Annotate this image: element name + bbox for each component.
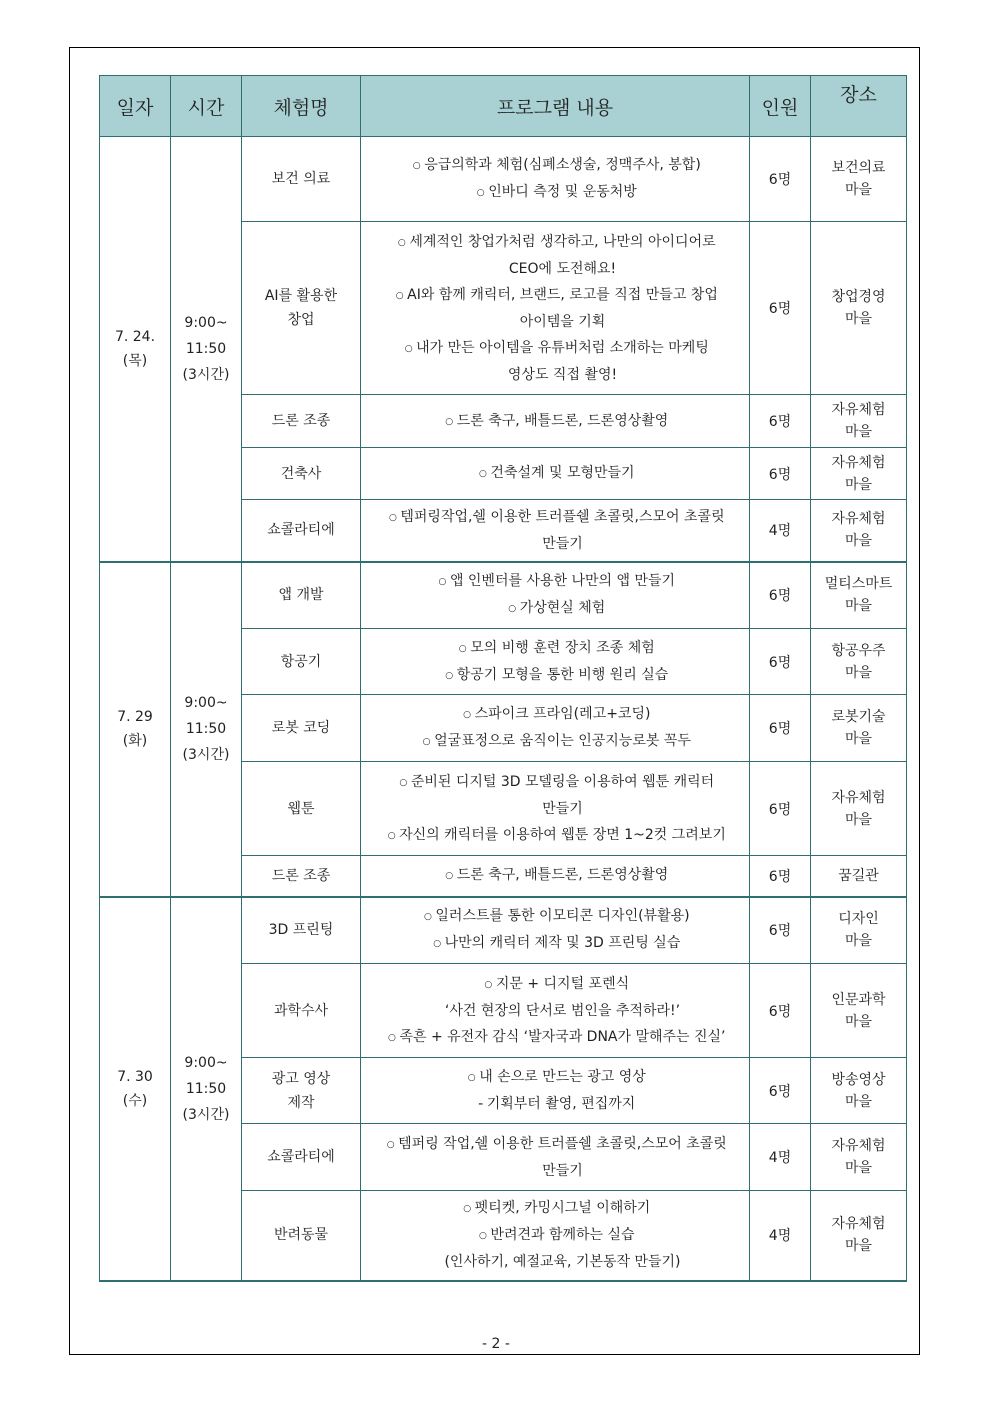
headcount-cell: 6명	[750, 964, 811, 1058]
headcount-cell: 4명	[750, 1191, 811, 1281]
circle-bullet-icon: ○	[422, 737, 431, 747]
program-name: 앱 개발	[278, 587, 324, 604]
content-line	[361, 903, 749, 930]
place-name: 멀티스마트	[824, 576, 893, 593]
place-name: 방송영상	[831, 1071, 886, 1088]
headcount-cell: 6명	[750, 629, 811, 695]
program-name: 항공기	[280, 653, 322, 670]
circle-bullet-icon: ○	[386, 1139, 395, 1150]
content-line	[361, 1222, 749, 1249]
content-text: 일러스트를 통한 이모티콘 디자인(뷰활용)	[435, 908, 690, 925]
place-name-cont: 마을	[844, 731, 873, 747]
content-line	[361, 796, 749, 822]
program-name: 3D 프린팅	[268, 922, 334, 939]
circle-bullet-icon: ○	[438, 577, 447, 588]
place-name-cont: 마을	[844, 476, 873, 493]
program-name: 쇼콜라티에	[267, 1149, 335, 1165]
place-name: 항공우주	[831, 642, 886, 659]
content-line	[361, 256, 749, 282]
place-cell	[811, 762, 907, 856]
weekday-line: (수)	[122, 1092, 148, 1109]
time-cell	[171, 137, 242, 562]
schedule-table	[99, 75, 907, 1282]
place-name: 인문과학	[831, 991, 886, 1008]
table-row	[100, 897, 907, 964]
program-name-cell	[242, 137, 361, 222]
circle-bullet-icon: ○	[388, 1032, 396, 1043]
content-text: 인바디 측정 및 운동처방	[488, 184, 637, 200]
weekday-line: (화)	[122, 733, 148, 749]
time-cell	[171, 897, 242, 1281]
program-name-cell	[242, 629, 361, 695]
place-cell	[811, 629, 907, 695]
content-text: (인사하기, 예절교육, 기본동작 만들기)	[444, 1254, 681, 1271]
content-line	[361, 1131, 749, 1158]
time-end: 11:50	[185, 721, 227, 737]
content-text: 족흔 + 유전자 감식 ‘발자국과 DNA가 말해주는 진실’	[399, 1028, 726, 1045]
header-place: 장소	[811, 76, 907, 137]
place-name: 자유체험	[831, 454, 886, 471]
program-content-cell	[361, 1191, 750, 1281]
content-text: 드론 축구, 배틀드론, 드론영상촬영	[456, 867, 669, 884]
content-line	[361, 460, 749, 487]
program-name-cont: 창업	[287, 312, 315, 328]
duration: (3시간)	[182, 747, 230, 763]
header-date: 일자	[100, 76, 171, 137]
program-name: 과학수사	[273, 1002, 329, 1019]
program-name-cell	[242, 1191, 361, 1281]
circle-bullet-icon: ○	[478, 1231, 487, 1242]
circle-bullet-icon: ○	[467, 1073, 476, 1083]
content-text: 가상현실 체험	[519, 600, 606, 617]
content-line	[361, 822, 749, 849]
content-text: 항공기 모형을 통한 비행 원리 실습	[456, 666, 669, 683]
place-name-cont: 마을	[844, 424, 873, 440]
program-name: AI를 활용한	[264, 288, 338, 304]
content-text: 드론 축구, 배틀드론, 드론영상촬영	[456, 412, 669, 429]
place-name: 자유체험	[831, 1138, 886, 1154]
table-row	[100, 562, 907, 629]
content-text: 스파이크 프라임(레고+코딩)	[474, 706, 651, 722]
place-name: 자유체험	[831, 402, 886, 418]
content-text: 자신의 캐릭터를 이용하여 웹툰 장면 1~2컷 그려보기	[399, 826, 726, 843]
content-line	[361, 504, 749, 531]
circle-bullet-icon: ○	[433, 939, 442, 950]
program-content-cell	[361, 395, 750, 448]
content-text: 내 손으로 만드는 광고 영상	[479, 1069, 646, 1085]
headcount-cell: 6명	[750, 1058, 811, 1124]
content-line	[361, 1091, 749, 1117]
content-text: 만들기	[542, 1162, 583, 1179]
place-name-cont: 마을	[844, 811, 873, 828]
content-line	[361, 229, 749, 256]
content-text: 모의 비행 훈련 장치 조종 체험	[470, 639, 655, 656]
place-name-cont: 마을	[844, 311, 873, 327]
place-cell	[811, 695, 907, 762]
program-content-cell	[361, 500, 750, 562]
headcount-cell: 6명	[750, 897, 811, 964]
content-line	[361, 309, 749, 335]
program-name-cell	[242, 222, 361, 395]
content-line	[361, 362, 749, 388]
place-name: 로봇기술	[831, 709, 886, 725]
headcount-cell: 4명	[750, 1124, 811, 1191]
content-line	[361, 635, 749, 662]
program-content-cell	[361, 629, 750, 695]
circle-bullet-icon: ○	[476, 188, 485, 198]
program-name: 광고 영상	[271, 1070, 331, 1087]
content-text: 만들기	[542, 535, 583, 552]
circle-bullet-icon: ○	[463, 710, 471, 720]
header-row	[100, 76, 907, 137]
date-line: 7. 24.	[114, 328, 156, 345]
program-content-cell	[361, 1124, 750, 1191]
content-text: AI와 함께 캐릭터, 브랜드, 로고를 직접 만들고 창업	[407, 286, 718, 303]
headcount-cell: 6명	[750, 562, 811, 629]
program-name: 드론 조종	[271, 867, 331, 884]
content-line	[361, 1064, 749, 1091]
content-text: 기획부터 촬영, 편집까지	[486, 1096, 636, 1112]
place-cell	[811, 562, 907, 629]
date-cell	[100, 897, 171, 1281]
program-content-cell	[361, 222, 750, 395]
headcount-cell: 6명	[750, 762, 811, 856]
content-text: 얼굴표정으로 움직이는 인공지능로봇 꼭두	[434, 733, 691, 749]
program-content-cell	[361, 1058, 750, 1124]
circle-bullet-icon: ○	[463, 1204, 472, 1215]
content-text: CEO에 도전해요!	[508, 260, 617, 277]
place-name-cont: 마을	[844, 533, 873, 550]
table-row	[100, 137, 907, 222]
program-name-cell	[242, 500, 361, 562]
program-name: 반려동물	[273, 1227, 329, 1244]
program-content-cell	[361, 762, 750, 856]
circle-bullet-icon: ○	[484, 979, 493, 990]
program-name-cell	[242, 897, 361, 964]
header-program-content: 프로그램 내용	[361, 76, 750, 137]
content-text: 지문 + 디지털 포렌식	[495, 975, 630, 992]
program-content-cell	[361, 964, 750, 1058]
headcount-cell: 6명	[750, 448, 811, 500]
program-name: 건축사	[280, 465, 322, 482]
program-name-cell	[242, 762, 361, 856]
content-line	[361, 971, 749, 998]
page-number: - 2 -	[482, 1336, 510, 1352]
content-text: 영상도 직접 촬영!	[507, 366, 618, 383]
time-start: 9:00~	[184, 695, 228, 711]
content-text: 템퍼링 작업,쉘 이용한 트러플쉘 초콜릿,스모어 초콜릿	[398, 1135, 727, 1152]
place-name-cont: 마을	[844, 933, 873, 950]
place-name: 자유체험	[831, 789, 886, 806]
content-text: ‘사건 현장의 단서로 범인을 추적하라!’	[444, 1002, 681, 1019]
program-name-cell	[242, 856, 361, 897]
program-content-cell	[361, 448, 750, 500]
content-text: 만들기	[542, 800, 583, 817]
content-text: 앱 인벤터를 사용한 나만의 앱 만들기	[449, 573, 676, 590]
program-name-cell	[242, 695, 361, 762]
program-name: 드론 조종	[271, 413, 331, 429]
program-name: 쇼콜라티에	[267, 522, 335, 539]
time-end: 11:50	[185, 340, 227, 357]
place-cell	[811, 1191, 907, 1281]
program-content-cell	[361, 897, 750, 964]
content-line	[361, 1249, 749, 1275]
content-text: 세계적인 창업가처럼 생각하고, 나만의 아이디어로	[409, 233, 716, 250]
place-cell	[811, 1058, 907, 1124]
date-cell	[100, 562, 171, 897]
program-name: 웹툰	[287, 800, 315, 817]
content-line	[361, 408, 749, 435]
content-text: 템퍼링작업,쉘 이용한 트러플쉘 초콜릿,스모어 초콜릿	[400, 508, 725, 525]
place-name-cont: 마을	[844, 1238, 873, 1255]
content-line	[361, 1158, 749, 1184]
dash-bullet: -	[478, 1096, 484, 1112]
circle-bullet-icon: ○	[412, 161, 421, 171]
place-cell	[811, 897, 907, 964]
content-line	[361, 568, 749, 595]
headcount-cell: 6명	[750, 395, 811, 448]
content-line	[361, 179, 749, 206]
headcount-cell: 6명	[750, 222, 811, 395]
program-content-cell	[361, 562, 750, 629]
place-name-cont: 마을	[844, 664, 873, 681]
content-line	[361, 282, 749, 309]
content-line	[361, 1195, 749, 1222]
content-text: 건축설계 및 모형만들기	[490, 465, 635, 481]
headcount-cell: 6명	[750, 856, 811, 897]
program-name: 보건 의료	[271, 171, 331, 187]
time-end: 11:50	[185, 1080, 227, 1097]
place-name: 창업경영	[831, 289, 886, 305]
place-cell	[811, 964, 907, 1058]
place-name-cont: 마을	[844, 1160, 873, 1176]
time-start: 9:00~	[184, 1054, 228, 1071]
place-name-cont: 마을	[844, 1093, 873, 1110]
circle-bullet-icon: ○	[445, 670, 454, 681]
circle-bullet-icon: ○	[397, 237, 406, 248]
program-content-cell	[361, 137, 750, 222]
content-line	[361, 930, 749, 957]
place-name: 꿈길관	[838, 867, 879, 884]
place-name-cont: 마을	[844, 182, 873, 198]
circle-bullet-icon: ○	[458, 643, 467, 654]
program-name-cell	[242, 964, 361, 1058]
time-cell	[171, 562, 242, 897]
program-name-cell	[242, 1058, 361, 1124]
place-name: 디자인	[838, 911, 879, 928]
content-text: 내가 만든 아이템을 유튜버처럼 소개하는 마케팅	[416, 339, 709, 356]
content-text: 나만의 캐릭터 제작 및 3D 프린팅 실습	[444, 935, 681, 952]
place-name-cont: 마을	[844, 598, 873, 615]
content-line	[361, 335, 749, 362]
headcount-cell: 4명	[750, 500, 811, 562]
program-name-cont: 제작	[287, 1094, 315, 1111]
place-cell	[811, 137, 907, 222]
circle-bullet-icon: ○	[508, 604, 517, 615]
place-name-cont: 마을	[844, 1013, 873, 1030]
header-program-name: 체험명	[242, 76, 361, 137]
program-name: 로봇 코딩	[271, 720, 331, 736]
place-cell	[811, 500, 907, 562]
date-line: 7. 30	[117, 1068, 153, 1085]
content-line	[361, 595, 749, 622]
circle-bullet-icon: ○	[404, 343, 413, 354]
circle-bullet-icon: ○	[387, 830, 396, 841]
program-name-cell	[242, 562, 361, 629]
circle-bullet-icon: ○	[388, 512, 397, 523]
circle-bullet-icon: ○	[395, 290, 404, 301]
place-name: 자유체험	[831, 511, 886, 528]
content-line	[361, 152, 749, 179]
circle-bullet-icon: ○	[445, 416, 454, 427]
content-line	[361, 769, 749, 796]
program-content-cell	[361, 856, 750, 897]
content-line	[361, 862, 749, 889]
headcount-cell: 6명	[750, 137, 811, 222]
content-text: 준비된 디지털 3D 모델링을 이용하여 웹툰 캐릭터	[410, 773, 715, 790]
date-cell	[100, 137, 171, 562]
content-line	[361, 662, 749, 689]
content-line	[361, 998, 749, 1024]
place-cell	[811, 222, 907, 395]
place-cell	[811, 1124, 907, 1191]
circle-bullet-icon: ○	[478, 469, 487, 479]
place-name: 자유체험	[831, 1216, 886, 1233]
header-time: 시간	[171, 76, 242, 137]
place-name: 보건의료	[831, 160, 886, 176]
program-content-cell	[361, 695, 750, 762]
circle-bullet-icon: ○	[445, 871, 454, 882]
date-line: 7. 29	[117, 709, 153, 725]
place-cell	[811, 856, 907, 897]
content-text: 반려견과 함께하는 실습	[490, 1227, 635, 1244]
content-text: 응급의학과 체험(심폐소생술, 정맥주사, 봉합)	[424, 157, 701, 173]
content-text: 아이템을 기획	[519, 313, 606, 330]
circle-bullet-icon: ○	[423, 912, 432, 923]
content-line	[361, 728, 749, 755]
duration: (3시간)	[182, 366, 230, 383]
program-name-cell	[242, 448, 361, 500]
content-text: 펫티켓, 카밍시그널 이해하기	[474, 1200, 651, 1217]
content-line	[361, 701, 749, 728]
time-start: 9:00~	[184, 314, 228, 331]
program-name-cell	[242, 1124, 361, 1191]
circle-bullet-icon: ○	[399, 777, 408, 788]
program-name-cell	[242, 395, 361, 448]
duration: (3시간)	[182, 1106, 230, 1123]
content-line	[361, 1024, 749, 1051]
weekday-line: (목)	[122, 352, 148, 369]
header-headcount: 인원	[750, 76, 811, 137]
place-cell	[811, 395, 907, 448]
place-cell	[811, 448, 907, 500]
headcount-cell: 6명	[750, 695, 811, 762]
content-line	[361, 531, 749, 557]
